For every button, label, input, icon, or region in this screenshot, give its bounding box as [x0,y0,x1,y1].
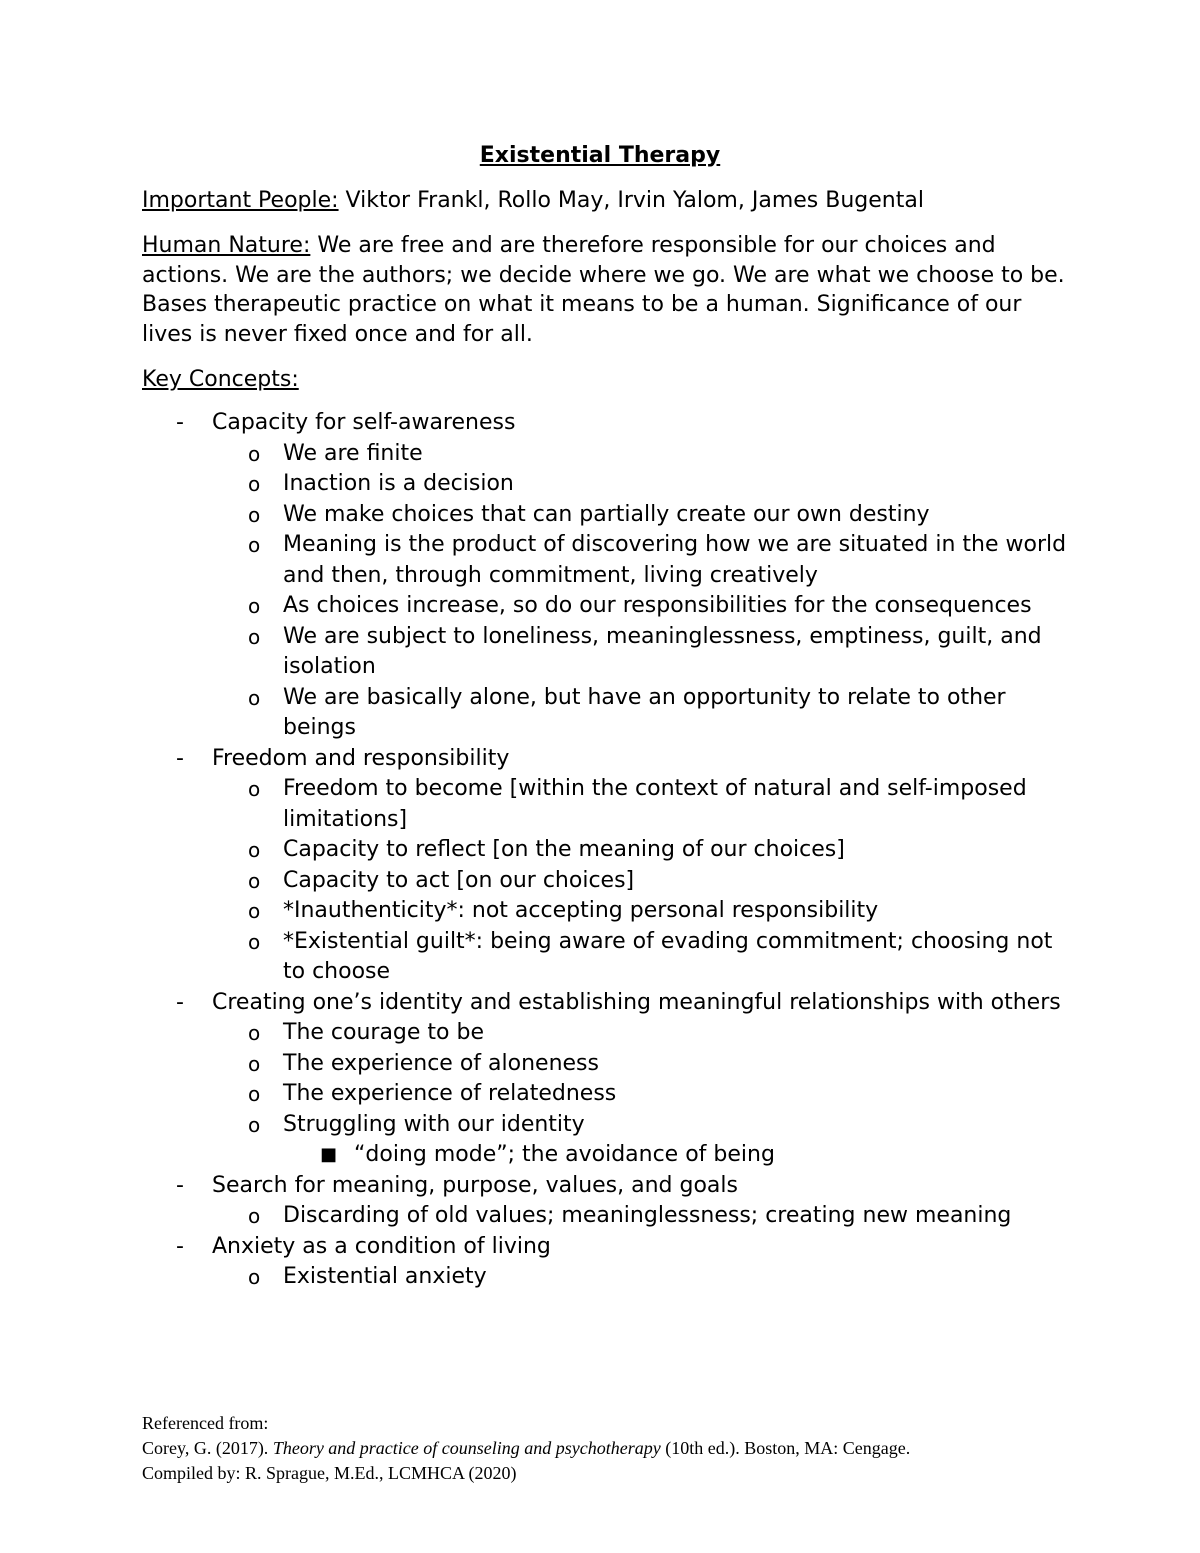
item-text: We are basically alone, but have an opportunity to relate to other beings [283,684,1006,740]
bullet-marker: - [176,989,184,1015]
concept-subitem [142,1049,1072,1080]
concept-subsubitem [142,1140,1072,1171]
item-text: We are subject to loneliness, meaninglessness, emptiness, guilt, and isolation [283,623,1042,679]
citation-suffix: (10th ed.). Boston, MA: Cengage. [660,1438,911,1458]
human-nature-label: Human Nature: [142,233,311,258]
bullet-marker: o [248,472,261,496]
concept-item [142,1232,1072,1263]
bullet-marker: o [248,868,261,893]
key-concepts-label: Key Concepts: [142,367,299,392]
concept-subitem [142,622,1072,683]
item-text: Capacity to act [on our choices] [283,867,635,893]
item-text: We are finite [283,440,423,466]
bullet-marker: o [248,1112,261,1137]
item-text: Capacity to reflect [on the meaning of our choices] [283,837,845,862]
citation-title: Theory and practice of counseling and psychotherapy [272,1438,661,1458]
bullet-marker: o [248,838,261,862]
bullet-marker: - [176,410,184,435]
item-text: The experience of aloneness [283,1050,599,1076]
reference-citation [142,1436,1092,1461]
concept-subitem [142,774,1072,835]
concept-subitem [142,439,1072,470]
bullet-marker: o [248,929,261,954]
item-text: Anxiety as a condition of living [212,1233,551,1259]
item-text: Discarding of old values; meaninglessness; creating new meaning [283,1203,1012,1228]
item-text: As choices increase, so do our responsibilities for the consequences [283,593,1032,618]
bullet-marker: o [248,594,261,618]
human-nature-paragraph [142,231,1072,349]
item-text: Struggling with our identity [283,1111,585,1137]
references-heading: Referenced from: [142,1413,269,1433]
bullet-marker: ■ [320,1144,338,1165]
item-text: Capacity for self-awareness [212,410,516,435]
item-text: Search for meaning, purpose, values, and goals [212,1172,738,1198]
bullet-marker: o [248,685,261,710]
concept-item [142,408,1072,439]
bullet-marker: o [248,502,261,527]
item-text: Meaning is the product of discovering how we are situated in the world and then, through commitment, living creatively [283,532,1067,588]
item-text: The experience of relatedness [283,1081,617,1106]
item-text: The courage to be [283,1020,485,1045]
bullet-marker: - [176,745,184,771]
key-concepts-heading [142,365,1072,395]
concept-subitem [142,927,1072,988]
concept-subitem [142,500,1072,531]
item-text: Inaction is a decision [283,471,514,496]
concept-subitem [142,896,1072,927]
bullet-marker: o [248,1051,261,1076]
concept-subitem [142,1201,1072,1232]
references-block [142,1411,1092,1486]
bullet-marker: o [248,1204,261,1228]
item-text: We make choices that can partially create our own destiny [283,501,930,527]
bullet-marker: o [248,899,261,923]
key-concepts-list [142,408,1072,1293]
important-people-paragraph [142,186,1072,216]
item-text: Freedom and responsibility [212,745,510,771]
bullet-marker: o [248,624,261,649]
item-text: Existential anxiety [283,1264,487,1289]
bullet-marker: o [248,441,261,466]
compiled-by: Compiled by: R. Sprague, M.Ed., LCMHCA (2020) [142,1463,517,1483]
concept-subitem [142,1079,1072,1110]
concept-item [142,988,1072,1019]
concept-subitem [142,1262,1072,1293]
citation-prefix: Corey, G. (2017). [142,1438,273,1458]
item-text: “doing mode”; the avoidance of being [354,1142,775,1167]
item-text: Creating one’s identity and establishing meaningful relationships with others [212,989,1061,1015]
bullet-marker: - [176,1172,184,1198]
concept-subitem [142,683,1072,744]
bullet-marker: o [248,777,261,801]
human-nature-value: We are free and are therefore responsible for our choices and actions. We are the authors; we decide where we go. We are what we choose to be. Bases therapeutic practice on what it means to be a human. Significance of our lives is never fixed once and for all. [142,233,1065,347]
concept-item [142,744,1072,775]
important-people-value: Viktor Frankl, Rollo May, Irvin Yalom, James Bugental [338,188,924,213]
item-text: Freedom to become [within the context of natural and self-imposed limitations] [283,776,1027,832]
concept-item [142,1171,1072,1202]
bullet-marker: o [248,1082,261,1106]
concept-subitem [142,530,1072,591]
page-title: Existential Therapy [479,143,721,168]
concept-subitem [142,835,1072,866]
important-people-label: Important People: [142,188,339,213]
bullet-marker: - [176,1233,184,1259]
item-text: *Existential guilt*: being aware of evading commitment; choosing not to choose [283,928,1053,984]
concept-subitem [142,866,1072,897]
concept-subitem [142,1018,1072,1049]
concept-subitem [142,591,1072,622]
bullet-marker: o [248,533,261,557]
bullet-marker: o [248,1021,261,1045]
concept-subitem [142,1110,1072,1141]
bullet-marker: o [248,1265,261,1289]
concept-subitem [142,469,1072,500]
item-text: *Inauthenticity*: not accepting personal responsibility [283,898,879,923]
